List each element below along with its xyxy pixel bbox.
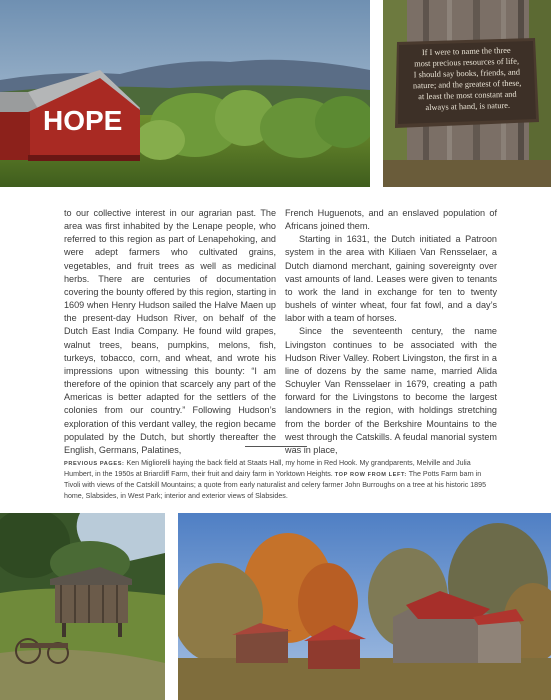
corn-crib-photo (0, 513, 165, 700)
divider-rule (245, 446, 307, 447)
caption-text-previous: Ken Migliorelli haying the back field at Staats Hall, my home in Red Hook. My grandparents, Melville and Julia Humbert, in the 1950s at Briarcliff Farm, their fruit and dairy farm in Yorktown Heights. (64, 459, 471, 479)
caption-text-top-row: The Potts Farm barn in Tivoli with views of the Catskill Mountains; a quote from early naturalist and celery farmer John Burroughs on a tree at his historic 1895 home, Slabsides, in West Park; interior and exterior views of Slabsides. (64, 470, 487, 500)
plaque-line: nature; and the greatest of these, (412, 78, 522, 91)
body-paragraph: Starting in 1631, the Dutch initiated a Patroon system in the area with Kiliaen Van Rensselaer, a Dutch diamond merchant, gaining sovereignty over vast amounts of land. Leases were given to tenants to work the land in exchange for ten to twenty bushels of winter wheat, four fat fowl, and a day’s labor with a team of horses. (285, 234, 497, 324)
plaque-line: If I were to name the three (421, 45, 511, 58)
body-paragraph: Since the seventeenth century, the name Livingston continues to be associated with the Hudson River Valley. Robert Livingston, the first in a line of dozens by the same name, married Alida Schuyler Van Rensselaer in 1679, creating a path forward for the Livingstons to become the largest landowners in the region, with holdings stretching from the border of the Berkshire Mountains to the west through the Catskills. A feudal manorial system was in place, (285, 326, 497, 455)
tree-quote-photo (383, 0, 551, 187)
hope-barn-photo (0, 0, 370, 187)
plaque-line: most precious resources of life, (414, 56, 520, 69)
plaque-line: I should say books, friends, and (413, 67, 521, 80)
body-paragraph: French Huguenots, and an enslaved population of Africans joined them. (285, 208, 497, 232)
photo-caption (64, 458, 496, 501)
autumn-farm-photo (178, 513, 551, 700)
plaque-line: at least the most constant and (418, 89, 517, 102)
caption-label-top-row: TOP ROW FROM LEFT: (334, 472, 407, 479)
body-column-left (64, 207, 276, 457)
body-paragraph: to our collective interest in our agrarian past. The area was first inhabited by the Lenape people, who referred to this region as part of Lenapehoking, and were adept farmers who cultivated grains, vegetables, and fruit trees as well as medicinal herbs. There are centuries of documentation covering the bounty offered by this region, starting in 1609 when Henry Hudson sailed the Halve Maen up the present-day Hudson River, on behalf of the Dutch East India Company. He found wild grapes, walnut trees, beans, pumpkins, melons, fish, turkeys, tobacco, corn, and wheat, and wrote his impressions upon witnessing this bounty: “I am therefore of the opinion that scarcely any part of the Americas is better adapted for the settlers of the colonies from our country.” Following Hudson’s exploration of this verdant valley, the region became populated by the Dutch, but shortly thereafter the English, Germans, Palatines, (64, 208, 276, 455)
body-column-right (285, 207, 497, 457)
hope-sign: HOPE (43, 105, 123, 136)
caption-label-previous: PREVIOUS PAGES: (64, 461, 125, 467)
plaque-line: always at hand, is nature. (425, 100, 511, 113)
quote-plaque (400, 44, 534, 113)
